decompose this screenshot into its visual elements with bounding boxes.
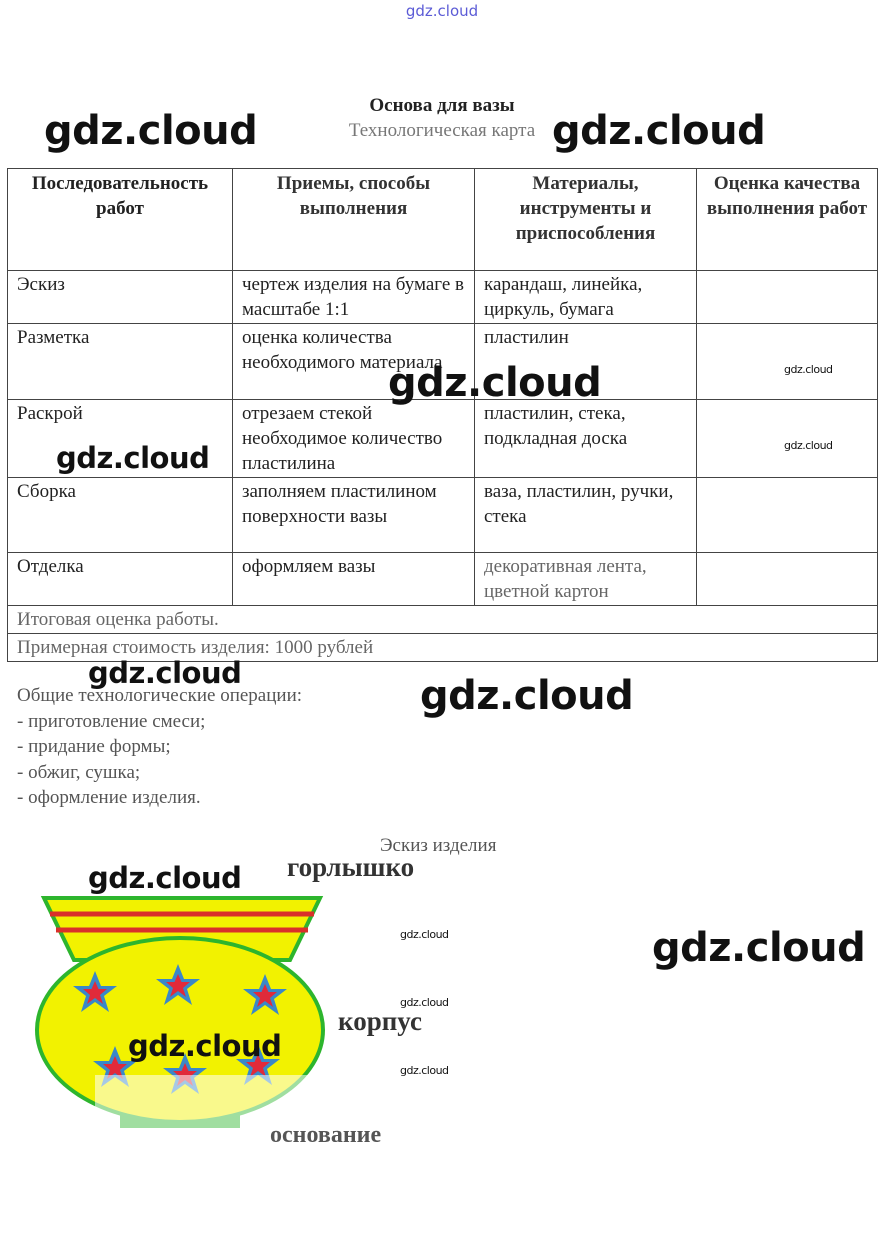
watermark: gdz.cloud (552, 108, 766, 154)
summary-cost-cell: Примерная стоимость изделия: 1000 рублей (8, 634, 878, 662)
summary-total-cell: Итоговая оценка работы. (8, 606, 878, 634)
table-row (8, 553, 878, 606)
site-label[interactable]: gdz.cloud (405, 2, 479, 20)
cell-quality (697, 271, 878, 324)
operations-heading: Общие технологические операции: (17, 685, 303, 706)
cell-step: Сборка (8, 478, 233, 553)
cell-quality (697, 478, 878, 553)
watermark: gdz.cloud (784, 439, 833, 452)
cell-method: заполняем пластилином поверхности вазы (233, 478, 475, 553)
cell-step: Разметка (8, 324, 233, 400)
watermark: gdz.cloud (400, 1064, 449, 1077)
operation-item: - приготовление смеси; (17, 710, 206, 732)
operation-item: - обжиг, сушка; (17, 761, 141, 783)
operations-list (17, 683, 302, 811)
cell-step: Эскиз (8, 271, 233, 324)
cell-method: чертеж изделия на бумаге в масштабе 1:1 (233, 271, 475, 324)
cell-materials: пластилин (475, 324, 697, 400)
watermark: gdz.cloud (128, 1029, 282, 1063)
technology-card-table (7, 168, 878, 662)
watermark: gdz.cloud (56, 441, 210, 475)
cell-step: Раскрой (8, 400, 233, 478)
header-materials: Материалы, инструменты и приспособления (475, 169, 697, 271)
header-quality: Оценка качества выполнения работ (697, 169, 878, 271)
cell-materials: декоративная лента, цветной картон (475, 553, 697, 606)
sketch-title: Эскиз изделия (380, 835, 497, 856)
document-subtitle: Технологическая карта (348, 120, 536, 141)
watermark: gdz.cloud (400, 928, 449, 941)
operation-item: - оформление изделия. (17, 787, 201, 808)
cell-method: оценка количества необходимого материала (233, 324, 475, 400)
table-row (8, 271, 878, 324)
cell-materials: карандаш, линейка, циркуль, бумага (475, 271, 697, 324)
header-methods: Приемы, способы выполнения (233, 169, 475, 271)
cell-quality (697, 324, 878, 400)
watermark: gdz.cloud (420, 673, 634, 719)
watermark: gdz.cloud (88, 861, 242, 895)
cell-materials: ваза, пластилин, ручки, стека (475, 478, 697, 553)
cell-method: отрезаем стекой необходимое количество пластилина (233, 400, 475, 478)
watermark: gdz.cloud (400, 996, 449, 1009)
watermark: gdz.cloud (652, 925, 866, 971)
cell-step: Отделка (8, 553, 233, 606)
table-header-row (8, 169, 878, 271)
watermark: gdz.cloud (44, 108, 258, 154)
cell-materials: пластилин, стека, подкладная доска (475, 400, 697, 478)
watermark: gdz.cloud (784, 363, 833, 376)
document-title: Основа для вазы (369, 95, 515, 116)
watermark: gdz.cloud (88, 656, 242, 690)
label-neck: горлышко (287, 852, 415, 882)
cell-method: оформляем вазы (233, 553, 475, 606)
operation-item: - придание формы; (17, 736, 171, 757)
table-row (8, 478, 878, 553)
label-base: основание (270, 1122, 382, 1148)
watermark: gdz.cloud (388, 360, 602, 406)
header-sequence: Последовательность работ (8, 169, 233, 271)
summary-row-total (8, 606, 878, 634)
vase-sketch-image (20, 890, 340, 1140)
label-body: корпус (338, 1006, 422, 1036)
cell-quality (697, 553, 878, 606)
